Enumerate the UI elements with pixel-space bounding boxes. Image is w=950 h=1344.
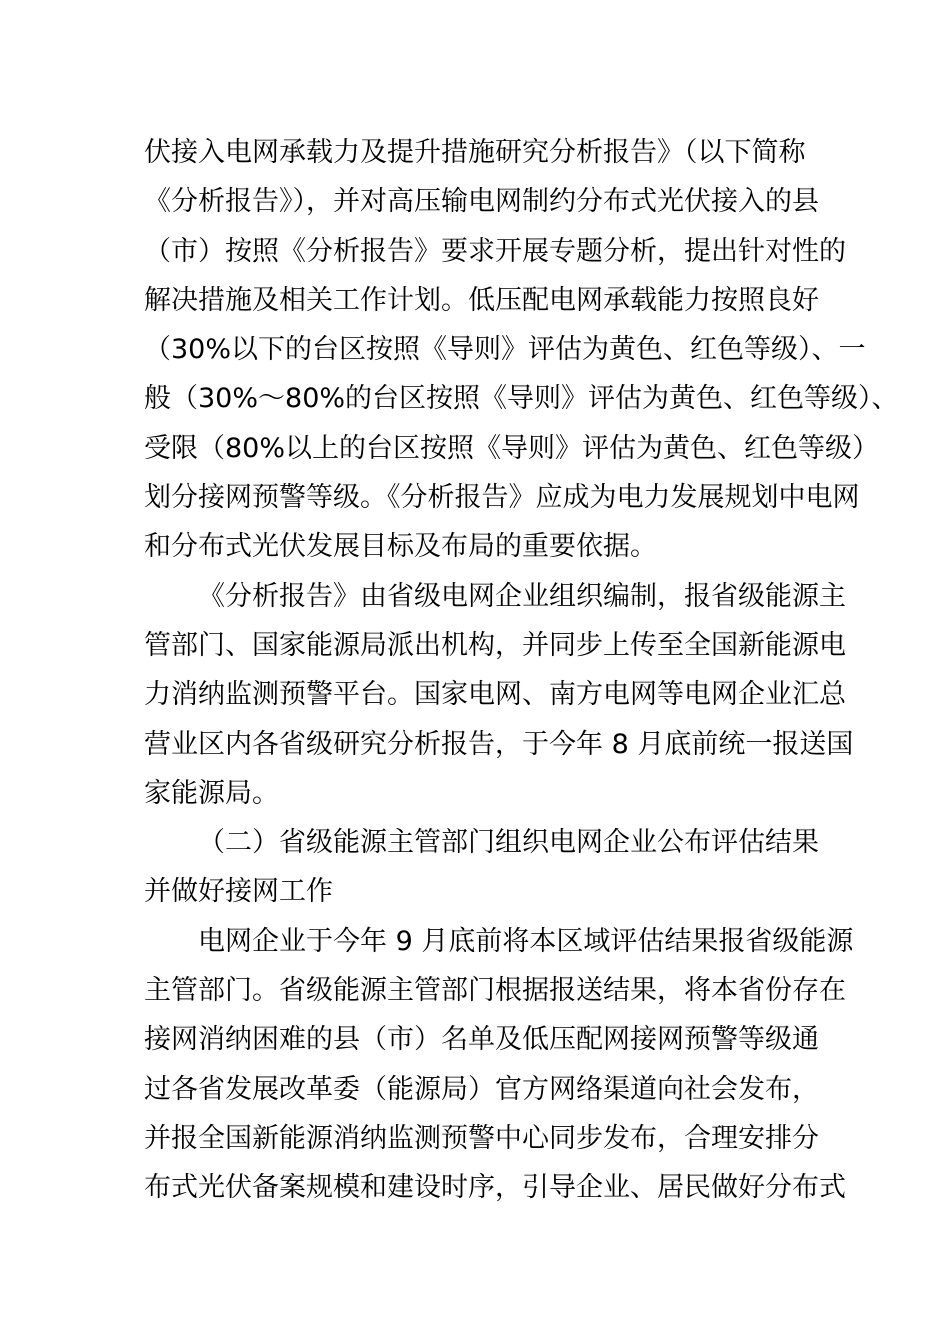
text-line: 划分接网预警等级。《分析报告》应成为电力发展规划中电网 [144, 482, 860, 514]
text-line: 管部门、国家能源局派出机构，并同步上传至全国新能源电 [144, 629, 846, 661]
text-line: 家能源局。 [144, 777, 279, 809]
text-line: 接网消纳困难的县（市）名单及低压配网接网预警等级通 [144, 1024, 819, 1056]
text-line: 过各省发展改革委（能源局）官方网络渠道向社会发布， [144, 1073, 819, 1105]
text-line: 并报全国新能源消纳监测预警中心同步发布，合理安排分 [144, 1122, 819, 1154]
text-line: 主管部门。省级能源主管部门根据报送结果，将本省份存在 [144, 975, 846, 1007]
paragraph-first-line: 电网企业于今年 9 月底前将本区域评估结果报省级能源 [198, 925, 854, 957]
text-line: 布式光伏备案规模和建设时序，引导企业、居民做好分布式 [144, 1172, 846, 1204]
text-line: 《分析报告》），并对高压输电网制约分布式光伏接入的县 [144, 186, 819, 218]
text-line: 受限（80%以上的台区按照《导则》评估为黄色、红色等级） [144, 432, 880, 464]
text-line: 和分布式光伏发展目标及布局的重要依据。 [144, 531, 657, 563]
document-body [144, 128, 899, 1213]
text-line: 伏接入电网承载力及提升措施研究分析报告》（以下简称 [144, 137, 806, 168]
section-heading-continued: 并做好接网工作 [144, 876, 333, 908]
text-line: 解决措施及相关工作计划。低压配电网承载能力按照良好 [144, 284, 819, 316]
paragraph-first-line: 《分析报告》由省级电网企业组织编制，报省级能源主 [198, 580, 846, 612]
text-line: 力消纳监测预警平台。国家电网、南方电网等电网企业汇总 [144, 679, 846, 711]
text-line: （30%以下的台区按照《导则》评估为黄色、红色等级）、一 [144, 334, 866, 366]
text-line: 般（30%～80%的台区按照《导则》评估为黄色、红色等级）、 [144, 383, 899, 415]
section-heading: （二）省级能源主管部门组织电网企业公布评估结果 [198, 827, 819, 859]
text-line: （市）按照《分析报告》要求开展专题分析，提出针对性的 [144, 235, 846, 267]
text-line: 营业区内各省级研究分析报告，于今年 8 月底前统一报送国 [144, 728, 854, 760]
